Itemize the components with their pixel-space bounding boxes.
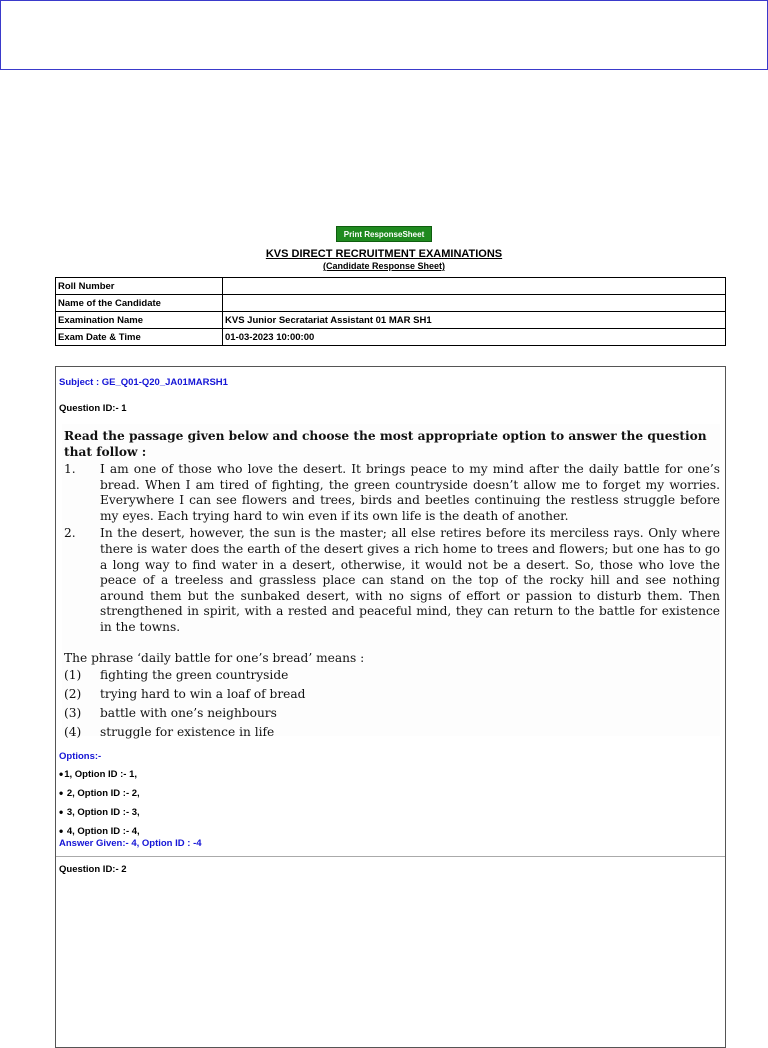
option-row-1 <box>59 767 137 781</box>
question-panel <box>55 366 726 1048</box>
exam-datetime-value: 01-03-2023 10:00:00 <box>223 329 726 346</box>
subject-label: Subject : GE_Q01-Q20_JA01MARSH1 <box>59 377 228 388</box>
table-row <box>56 312 726 329</box>
passage-paragraph-1 <box>62 462 720 524</box>
choice-2 <box>62 685 720 704</box>
table-row <box>56 295 726 312</box>
bullet-icon: • <box>59 767 64 781</box>
choice-text: fighting the green countryside <box>100 667 289 682</box>
choice-3 <box>62 704 720 723</box>
exam-name-label: Examination Name <box>56 312 223 329</box>
options-heading: Options:- <box>59 751 102 762</box>
page-heading <box>0 248 768 271</box>
exam-name-value: KVS Junior Secratariat Assistant 01 MAR SH1 <box>223 312 726 329</box>
top-banner-frame <box>0 0 768 70</box>
option-text: 2, Option ID :- 2, <box>64 788 140 799</box>
passage-instruction: Read the passage given below and choose the most appropriate option to answer the question that follow : <box>64 429 707 459</box>
print-response-sheet-button[interactable]: Print ResponseSheet <box>336 226 432 242</box>
choice-number: (2) <box>64 686 82 701</box>
choice-number: (1) <box>64 667 82 682</box>
option-row-3 <box>59 805 140 819</box>
paragraph-text: I am one of those who love the desert. It brings peace to my mind after the daily battle for one’s bread. When I am tired of fighting, the green countryside doesn’t allow me to forget my worries. Everywhere I can see flowers and trees, birds and beetles continuing the restless struggle before my eyes. Each trying hard to win even if its own life is the death of another. <box>100 462 720 523</box>
choice-number: (4) <box>64 724 82 739</box>
question-1-id: Question ID:- 1 <box>59 403 127 414</box>
question-divider <box>56 856 725 857</box>
paragraph-number: 2. <box>64 526 76 541</box>
roll-number-label: Roll Number <box>56 278 223 295</box>
choice-text: struggle for existence in life <box>100 724 275 739</box>
exam-title: KVS DIRECT RECRUITMENT EXAMINATIONS <box>265 248 503 260</box>
table-row <box>56 329 726 346</box>
paragraph-text: In the desert, however, the sun is the master; all else retires before its merciless rays. Only where there is water does the earth of the desert gives a rich home to trees and flowers; but one has to go a long way to find water in a desert, otherwise, it would not be a desert. So, those who love the peace of a treeless and grassless place can stand on the top of the rocky hill and see nothing around them but the sunbaked desert, with no signs of effort or passion to disturb them. Then strengthened in spirit, with a rested and peaceful mind, they can return to the battle for existence in the towns. <box>100 526 720 634</box>
exam-datetime-label: Exam Date & Time <box>56 329 223 346</box>
choice-text: trying hard to win a loaf of bread <box>100 686 306 701</box>
question-2-id: Question ID:- 2 <box>59 864 127 875</box>
question-stem: The phrase ‘daily battle for one’s bread’ means : <box>64 650 365 665</box>
candidate-name-label: Name of the Candidate <box>56 295 223 312</box>
bullet-icon: • <box>59 805 64 819</box>
candidate-info-table <box>55 277 726 346</box>
choice-4 <box>62 723 720 742</box>
option-text: 4, Option ID :- 4, <box>64 826 140 837</box>
choice-1 <box>62 666 720 685</box>
sheet-subtitle: (Candidate Response Sheet) <box>322 261 446 271</box>
choice-number: (3) <box>64 705 82 720</box>
option-row-4 <box>59 824 140 838</box>
roll-number-value <box>223 278 726 295</box>
option-row-2 <box>59 786 140 800</box>
bullet-icon: • <box>59 824 64 838</box>
candidate-name-value <box>223 295 726 312</box>
question-1-passage <box>62 424 720 739</box>
paragraph-number: 1. <box>64 462 76 476</box>
option-text: 1, Option ID :- 1, <box>64 769 138 780</box>
passage-paragraph-2 <box>62 526 720 635</box>
choice-text: battle with one’s neighbours <box>100 705 277 720</box>
answer-given: Answer Given:- 4, Option ID : -4 <box>59 838 202 849</box>
table-row <box>56 278 726 295</box>
bullet-icon: • <box>59 786 64 800</box>
option-text: 3, Option ID :- 3, <box>64 807 140 818</box>
